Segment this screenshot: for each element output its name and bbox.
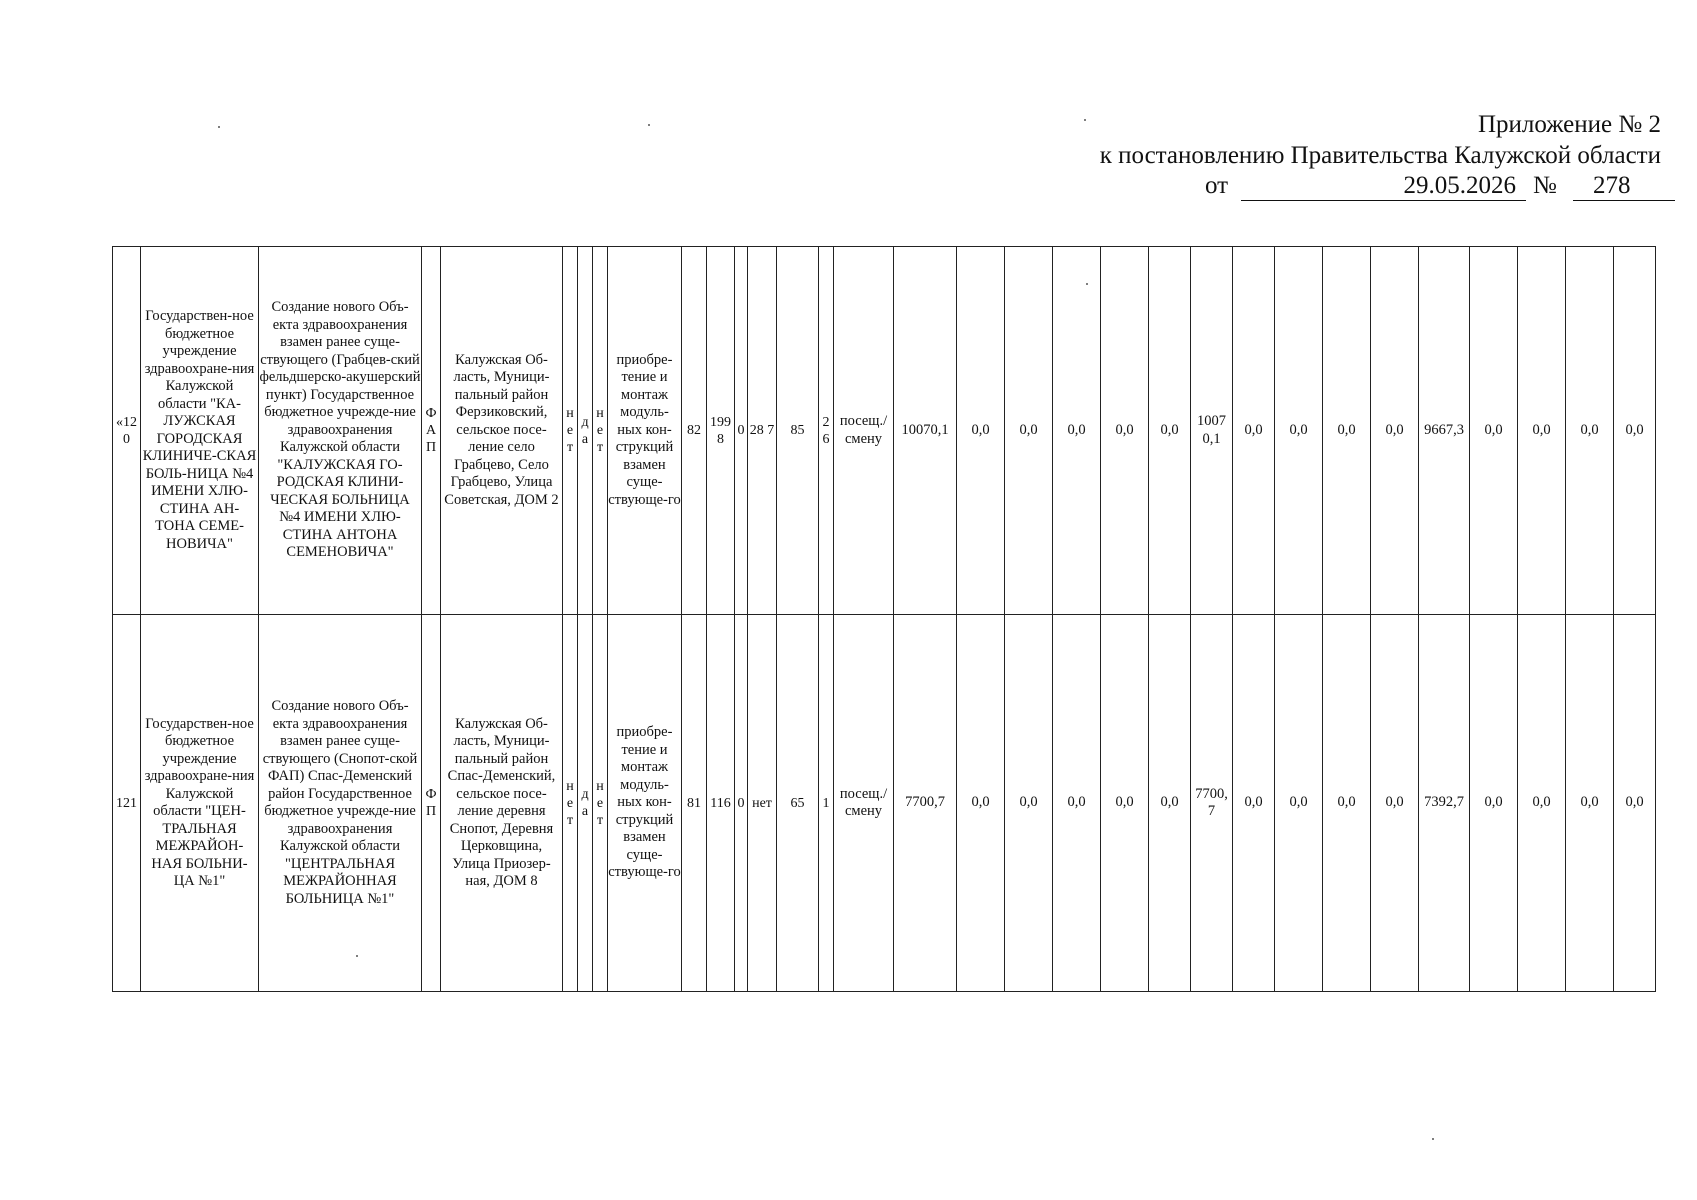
flag-cell: н е т bbox=[593, 247, 608, 615]
value-cell: 28 7 bbox=[748, 247, 777, 615]
financing-cell: 0,0 bbox=[1566, 615, 1614, 992]
value-cell: 199 8 bbox=[707, 247, 735, 615]
financing-cell: 0,0 bbox=[1518, 615, 1566, 992]
row-number: 121 bbox=[113, 615, 141, 992]
value-cell: 1 bbox=[819, 615, 834, 992]
facility-address: Калужская Об-ласть, Муници-пальный район Ферзиковский, сельское посе-ление село Грабцево, Село Грабцево, Улица Советская, ДОМ 2 bbox=[441, 247, 563, 615]
financing-cell: 0,0 bbox=[1149, 615, 1191, 992]
financing-cell: 1007 0,1 bbox=[1191, 247, 1233, 615]
financing-cell: 0,0 bbox=[1101, 247, 1149, 615]
financing-cell: 0,0 bbox=[1323, 247, 1371, 615]
institution-name: Государствен-ное бюджетное учреждение здравоохране-ния Калужской области "ЦЕН-ТРАЛЬНАЯ МЕЖРАЙОН-НАЯ БОЛЬНИ-ЦА №1" bbox=[141, 615, 259, 992]
appendix-subtitle: к постановлению Правительства Калужской области bbox=[1099, 142, 1661, 169]
financing-cell: 0,0 bbox=[957, 615, 1005, 992]
scan-speck bbox=[1432, 1138, 1434, 1140]
financing-cell: 0,0 bbox=[1470, 247, 1518, 615]
flag-cell: д а bbox=[578, 247, 593, 615]
financing-cell: 0,0 bbox=[1053, 247, 1101, 615]
financing-cell: 0,0 bbox=[1614, 615, 1656, 992]
implementation-method: приобре-тение и монтаж модуль-ных кон-струкций взамен суще-ствующе-го bbox=[608, 247, 682, 615]
financing-cell: 0,0 bbox=[1233, 247, 1275, 615]
financing-cell: 0,0 bbox=[1566, 247, 1614, 615]
financing-cell: 0,0 bbox=[1275, 247, 1323, 615]
value-cell: 81 bbox=[682, 615, 707, 992]
institution-name: Государствен-ное бюджетное учреждение здравоохране-ния Калужской области "КА-ЛУЖСКАЯ ГОРОДСКАЯ КЛИНИЧЕ-СКАЯ БОЛЬ-НИЦА №4 ИМЕНИ ХЛЮ-СТИНА АН-ТОНА СЕМЕ-НОВИЧА" bbox=[141, 247, 259, 615]
capacity-unit: посещ./ смену bbox=[834, 247, 894, 615]
facility-type: Ф А П bbox=[422, 247, 441, 615]
value-cell: 0 bbox=[735, 615, 748, 992]
financing-cell: 0,0 bbox=[1233, 615, 1275, 992]
financing-cell: 7392,7 bbox=[1419, 615, 1470, 992]
scan-speck bbox=[648, 124, 650, 126]
flag-cell: н е т bbox=[563, 247, 578, 615]
facility-address: Калужская Об-ласть, Муници-пальный район Спас-Деменский, сельское посе-ление деревня Снопот, Деревня Церковщина, Улица Приозер-ная, ДОМ 8 bbox=[441, 615, 563, 992]
financing-cell: 0,0 bbox=[1614, 247, 1656, 615]
decree-number: 278 bbox=[1573, 172, 1675, 201]
row-number: «12 0 bbox=[113, 247, 141, 615]
flag-cell: д а bbox=[578, 615, 593, 992]
appendix-title: Приложение № 2 bbox=[1477, 111, 1661, 138]
facility-type: Ф П bbox=[422, 615, 441, 992]
facility-table bbox=[112, 246, 1656, 992]
implementation-method: приобре-тение и монтаж модуль-ных кон-струкций взамен суще-ствующе-го bbox=[608, 615, 682, 992]
financing-cell: 0,0 bbox=[1371, 247, 1419, 615]
project-description: Создание нового Объ-екта здравоохранения взамен ранее суще-ствующего (Грабцев-ский фельдшерско-акушерский пункт) Государственное бюджетное учрежде-ние здравоохранения Калужской области "КАЛУЖСКАЯ ГО-РОДСКАЯ КЛИНИ-ЧЕСКАЯ БОЛЬНИЦА №4 ИМЕНИ ХЛЮ-СТИНА АНТОНА СЕМЕНОВИЧА" bbox=[259, 247, 422, 615]
financing-cell: 0,0 bbox=[1149, 247, 1191, 615]
decree-date: 29.05.2026 bbox=[1241, 172, 1526, 201]
value-cell: 2 6 bbox=[819, 247, 834, 615]
capacity-unit: посещ./ смену bbox=[834, 615, 894, 992]
scan-speck bbox=[1084, 119, 1086, 121]
project-description: Создание нового Объ-екта здравоохранения взамен ранее суще-ствующего (Снопот-ской ФАП) Спас-Деменский район Государственное бюджетное учрежде-ние здравоохранения Калужской области "ЦЕНТРАЛЬНАЯ МЕЖРАЙОННАЯ БОЛЬНИЦА №1" bbox=[259, 615, 422, 992]
financing-cell: 7700,7 bbox=[894, 615, 957, 992]
value-cell: нет bbox=[748, 615, 777, 992]
financing-cell: 0,0 bbox=[957, 247, 1005, 615]
financing-cell: 10070,1 bbox=[894, 247, 957, 615]
financing-cell: 0,0 bbox=[1275, 615, 1323, 992]
financing-cell: 0,0 bbox=[1005, 247, 1053, 615]
value-cell: 116 bbox=[707, 615, 735, 992]
financing-cell: 0,0 bbox=[1470, 615, 1518, 992]
financing-cell: 0,0 bbox=[1371, 615, 1419, 992]
value-cell: 0 bbox=[735, 247, 748, 615]
flag-cell: н е т bbox=[563, 615, 578, 992]
decree-reference bbox=[1205, 172, 1675, 202]
scan-speck bbox=[218, 126, 220, 128]
flag-cell: н е т bbox=[593, 615, 608, 992]
financing-cell: 0,0 bbox=[1518, 247, 1566, 615]
value-cell: 65 bbox=[777, 615, 819, 992]
financing-cell: 7700, 7 bbox=[1191, 615, 1233, 992]
financing-cell: 0,0 bbox=[1101, 615, 1149, 992]
value-cell: 82 bbox=[682, 247, 707, 615]
table-row bbox=[113, 615, 1656, 992]
financing-cell: 0,0 bbox=[1053, 615, 1101, 992]
financing-cell: 9667,3 bbox=[1419, 247, 1470, 615]
table-row bbox=[113, 247, 1656, 615]
value-cell: 85 bbox=[777, 247, 819, 615]
number-label: № bbox=[1533, 172, 1557, 199]
financing-cell: 0,0 bbox=[1323, 615, 1371, 992]
date-label: от bbox=[1205, 172, 1229, 199]
financing-cell: 0,0 bbox=[1005, 615, 1053, 992]
